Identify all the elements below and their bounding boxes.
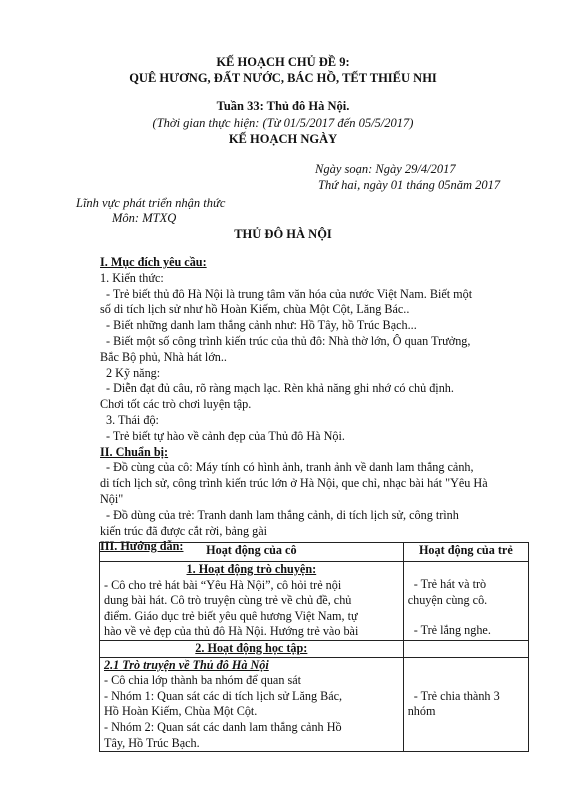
subject: Môn: MTXQ <box>112 211 177 225</box>
development-field: Lĩnh vực phát triển nhận thức <box>76 196 226 210</box>
child-line: - Trẻ hát và trò <box>413 577 487 591</box>
activity-line: điểm. Giáo dục trẻ biết yêu quê hương Việt Nam, tự <box>104 608 358 623</box>
prep-line: kiến trúc đã được cắt rời, bảng gài <box>100 523 268 538</box>
knowledge-line: số di tích lịch sử như hồ Hoàn Kiếm, chùa Một Cột, Lăng Bác.. <box>100 302 410 317</box>
activities-table <box>99 542 529 752</box>
knowledge-line: - Biết một số công trình kiến trúc của thủ đô: Nhà thờ lớn, Ô quan Trưởng, <box>106 333 471 348</box>
prep-line: - Đồ cùng của cô: Máy tính có hình ảnh, tranh ảnh về danh lam thắng cảnh, <box>106 460 474 475</box>
time-range: (Thời gian thực hiện: (Từ 01/5/2017 đến 05/5/2017) <box>152 116 414 130</box>
knowledge-title: 1. Kiến thức: <box>100 270 164 285</box>
table-header-row <box>100 543 529 562</box>
table-row <box>100 657 529 752</box>
plan-title-line1: KẾ HOẠCH CHỦ ĐỀ 9: <box>216 55 350 69</box>
col-teacher-header: Hoạt động của cô <box>100 543 404 562</box>
table-row <box>100 562 529 641</box>
lesson-body <box>100 255 526 555</box>
activity-line: - Nhóm 2: Quan sát các danh lam thắng cảnh Hồ <box>104 719 342 734</box>
knowledge-line: Bắc Bộ phủ, Nhà hát lớn.. <box>100 349 227 364</box>
prep-line: Nội" <box>100 491 124 506</box>
skills-line: - Diễn đạt đủ câu, rõ ràng mạch lạc. Rèn khả năng ghi nhớ có chủ định. <box>106 381 454 396</box>
prep-line: - Đồ dùng của trẻ: Tranh danh lam thắng cảnh, di tích lịch sử, công trình <box>106 507 459 522</box>
col-child-header: Hoạt động của trẻ <box>403 543 528 562</box>
knowledge-line: - Biết những danh lam thắng cảnh như: Hồ Tây, hồ Trúc Bạch... <box>106 318 417 333</box>
plan-title-line2: QUÊ HƯƠNG, ĐẤT NƯỚC, BÁC HỒ, TẾT THIẾU NHI <box>129 71 437 85</box>
section-preparation: II. Chuẩn bị: <box>100 444 169 459</box>
activity-heading: 1. Hoạt động trò chuyện: <box>186 562 317 576</box>
activity-subheading: 2.1 Trò truyện về Thủ đô Hà Nội <box>104 657 269 672</box>
date-taught: Thứ hai, ngày 01 tháng 05năm 2017 <box>318 178 501 192</box>
week-title: Tuần 33: Thủ đô Hà Nội. <box>216 99 350 113</box>
prep-line: di tích lịch sử, công trình kiến trúc lớn ở Hà Nội, que chỉ, nhạc bài hát "Yêu Hà <box>100 476 488 491</box>
activity-line: - Cô chia lớp thành ba nhóm để quan sát <box>104 673 301 688</box>
table-row <box>100 640 529 657</box>
activity-line: Tây, Hồ Trúc Bạch. <box>104 735 200 750</box>
child-line: - Trẻ chia thành 3 <box>413 688 500 703</box>
attitude-title: 3. Thái độ: <box>106 412 159 427</box>
child-line: nhóm <box>407 704 436 719</box>
child-activity-cell <box>403 640 528 657</box>
skills-line: Chơi tốt các trò chơi luyện tập. <box>100 397 252 412</box>
activity-line: - Nhóm 1: Quan sát các di tích lịch sử Lăng Bác, <box>104 688 343 703</box>
daily-plan-title: KẾ HOẠCH NGÀY <box>228 132 338 146</box>
activity-line: Hồ Hoàn Kiếm, Chùa Một Cột. <box>104 704 258 719</box>
activity-line: - Cô cho trẻ hát bài “Yêu Hà Nội”, cô hỏi trẻ nội <box>104 577 342 592</box>
date-prepared: Ngày soạn: Ngày 29/4/2017 <box>315 162 456 176</box>
activity-line: hào về vẻ đẹp của thủ đô Hà Nội. Hướng trẻ vào bài <box>104 624 359 639</box>
teacher-activity-cell <box>100 562 404 641</box>
child-line: chuyện cùng cô. <box>407 592 488 607</box>
child-activity-cell <box>403 562 528 641</box>
activity-line: dung bài hát. Cô trò truyện cùng trẻ về chủ đề, chủ <box>104 593 352 608</box>
knowledge-line: - Trẻ biết thủ đô Hà Nội là trung tâm văn hóa của nước Việt Nam. Biết một <box>106 286 473 301</box>
activity-heading: 2. Hoạt động học tập: <box>195 640 308 655</box>
skills-title: 2 Kỹ năng: <box>106 365 161 380</box>
section-purpose: I. Mục đích yêu cầu: <box>100 255 207 269</box>
attitude-line: - Trẻ biết tự hào về cảnh đẹp của Thủ đô Hà Nội. <box>106 428 345 443</box>
lesson-topic: THỦ ĐÔ HÀ NỘI <box>234 227 332 241</box>
child-activity-cell <box>403 657 528 752</box>
child-line: - Trẻ lắng nghe. <box>413 623 491 638</box>
section-guide: III. Hướng dẫn: <box>100 539 184 554</box>
teacher-activity-cell <box>100 657 404 752</box>
teacher-activity-cell <box>100 640 404 657</box>
